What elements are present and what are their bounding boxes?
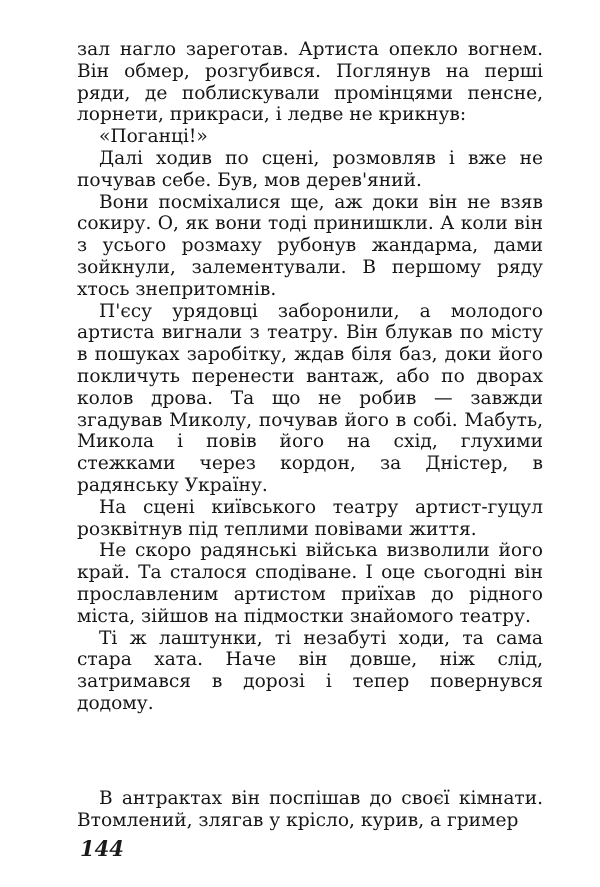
paragraph: На сцені київського театру артист-гуцул розквітнув під теплими повівами життя. [77, 496, 543, 540]
page-body [77, 39, 543, 831]
paragraph: Не скоро радянські війська визволили його край. Та сталося сподіване. І оце сьогодні він прославленим артистом приїхав до рідного міста, зійшов на підмостки знайомого театру. [77, 540, 543, 627]
paragraph: П'єсу урядовці заборонили, а молодого артиста вигнали з театру. Він блукав по місту в пошуках заробітку, ждав біля баз, доки його покличуть перенести вантаж, або по дворах колов дрова. Та що не робив — завжди згадував Миколу, почував його в собі. Мабуть, Микола і повів його на схід, глухими стежками через кордон, за Дністер, в радянську Україну. [77, 300, 543, 496]
paragraph: зал нагло зареготав. Артиста опекло вогнем. Він обмер, розгубився. Поглянув на перші ряди, де поблискували промінцями пенсне, лорнети, прикраси, і ледве не крикнув: [77, 39, 543, 126]
page-number: 144 [80, 836, 124, 861]
paragraph: В антрактах він поспішав до своєї кімнати. Втомлений, злягав у крісло, курив, а гример [77, 787, 543, 831]
paragraph: Вони посміхалися ще, аж доки він не взяв сокиру. О, як вони тоді принишкли. А коли він з усього розмаху рубонув жандарма, дами зойкнули, залементували. В першому ряду хтось знепритомнів. [77, 191, 543, 300]
paragraph: Далі ходив по сцені, розмовляв і вже не почував себе. Був, мов дерев'яний. [77, 147, 543, 191]
paragraph: Ті ж лаштунки, ті незабуті ходи, та сама стара хата. Наче він довше, ніж слід, затримався в дорозі і тепер повернувся додому. [77, 627, 543, 714]
paragraph: «Поганці!» [99, 126, 208, 148]
